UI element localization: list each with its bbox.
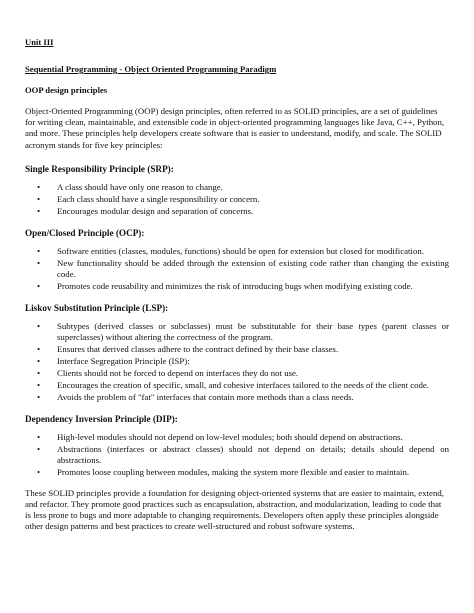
bullet-icon: •	[37, 466, 41, 477]
dip-list	[25, 432, 449, 478]
bullet-icon: •	[37, 355, 41, 366]
lsp-heading: Liskov Substitution Principle (LSP):	[25, 302, 169, 313]
topic-title: OOP design principles	[25, 85, 108, 95]
unit-title: Unit III	[25, 37, 54, 47]
bullet-icon: •	[37, 343, 41, 354]
bullet-icon: •	[37, 320, 41, 331]
list-item: • Promotes code reusability and minimizes the risk of introducing bugs when modifying existing code.	[37, 280, 413, 291]
list-item: • Ensures that derived classes adhere to the contract defined by their base classes.	[37, 343, 339, 354]
bullet-icon: •	[37, 379, 41, 390]
bullet-icon: •	[37, 181, 41, 192]
lsp-list	[25, 321, 449, 403]
list-item: • Avoids the problem of "fat" interfaces that contain more methods than a class needs.	[37, 391, 354, 402]
ocp-heading: Open/Closed Principle (OCP):	[25, 227, 145, 238]
dip-heading: Dependency Inversion Principle (DIP):	[25, 413, 178, 424]
list-item: • Encourages modular design and separation of concerns.	[37, 205, 254, 216]
bullet-icon: •	[37, 443, 41, 454]
list-item: • Each class should have a single responsibility or concern.	[37, 193, 260, 204]
list-item: • Clients should not be forced to depend on interfaces they do not use.	[37, 367, 299, 378]
srp-list	[25, 182, 449, 217]
ocp-list	[25, 246, 449, 292]
bullet-icon: •	[37, 431, 41, 442]
srp-heading: Single Responsibility Principle (SRP):	[25, 163, 174, 174]
bullet-icon: •	[37, 245, 41, 256]
list-item: • New functionality should be added through the extension of existing code rather than changing the existing code.	[37, 257, 449, 279]
closing-paragraph: These SOLID principles provide a foundation for designing object-oriented systems that are easier to maintain, extend, and refactor. They promote good practices such as encapsulation, abstraction, and modularization, leading to code that is less prone to bugs and more adaptable to changing requirements. Developers often apply these principles alongside other design patterns and best practices to create well-structured and robust software systems.	[25, 487, 444, 532]
list-item: • Encourages the creation of specific, small, and cohesive interfaces tailored to the needs of the client code.	[37, 379, 430, 390]
bullet-icon: •	[37, 280, 41, 291]
list-item: • High-level modules should not depend on low-level modules; both should depend on abstractions.	[37, 431, 403, 442]
list-item: • Interface Segregation Principle (ISP):	[37, 355, 190, 366]
bullet-icon: •	[37, 205, 41, 216]
list-item: • Abstractions (interfaces or abstract classes) should not depend on details; details should depend on abstractions.	[37, 443, 449, 465]
list-item: • A class should have only one reason to change.	[37, 181, 223, 192]
intro-paragraph: Object-Oriented Programming (OOP) design principles, often referred to as SOLID principles, are a set of guidelines for writing clean, maintainable, and extensible code in object-oriented programming languages like Java, C++, Python, and more. These principles help developers create software that is easier to understand, modify, and scale. The SOLID acronym stands for five key principles:	[25, 106, 445, 150]
list-item: • Promotes loose coupling between modules, making the system more flexible and easier to maintain.	[37, 466, 410, 477]
bullet-icon: •	[37, 391, 41, 402]
bullet-icon: •	[37, 193, 41, 204]
bullet-icon: •	[37, 257, 41, 268]
list-item: • Subtypes (derived classes or subclasses) must be substitutable for their base types (parent classes or superclasses) without altering the correctness of the program.	[37, 320, 449, 342]
subject-title: Sequential Programming - Object Oriented Programming Paradigm	[25, 64, 277, 74]
document-page	[25, 37, 449, 533]
bullet-icon: •	[37, 367, 41, 378]
list-item: • Software entities (classes, modules, functions) should be open for extension but closed for modification.	[37, 245, 424, 256]
